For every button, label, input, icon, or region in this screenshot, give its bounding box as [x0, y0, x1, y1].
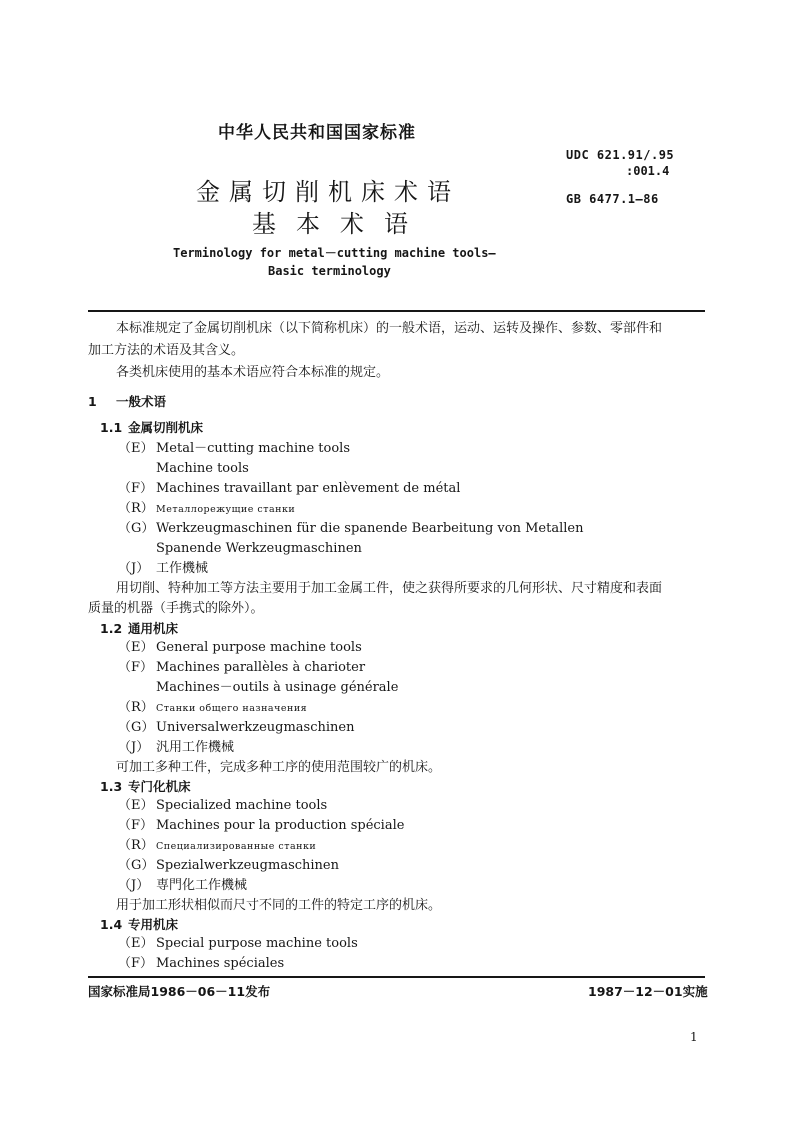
term-text: Machines parallèles à charioter	[156, 660, 366, 675]
term-text: Universalwerkzeugmaschinen	[156, 720, 355, 735]
intro-paragraph-line1: 本标准规定了金属切削机床（以下简称机床）的一般术语，运动、运转及操作、参数、零部件和	[116, 321, 663, 336]
document-title-line1: 金属切削机床术语	[196, 178, 460, 206]
intro-paragraph-line2: 加工方法的术语及其含义。	[88, 343, 245, 358]
term-1-3-french	[118, 817, 404, 835]
lang-tag: （J）	[118, 740, 150, 755]
term-1-4-english	[118, 935, 358, 953]
term-1-1-russian	[118, 500, 295, 519]
term-text: Специализированные станки	[156, 841, 317, 852]
term-1-2-german	[118, 719, 354, 737]
lang-tag: （E）	[118, 441, 154, 456]
term-text: 専門化工作機械	[156, 878, 248, 893]
term-text: Металлорежущие станки	[156, 504, 296, 515]
term-text: Metal－cutting machine tools	[156, 441, 351, 456]
gb-standard-code: GB 6477.1—86	[566, 192, 659, 206]
term-1-1-heading	[100, 419, 203, 437]
term-text: Machines travaillant par enlèvement de métal	[156, 481, 461, 496]
header-divider	[88, 310, 705, 312]
udc-code: UDC 621.91/.95	[566, 148, 675, 162]
term-1-3-definition: 用于加工形状相似而尺寸不同的工件的特定工序的机床。	[116, 898, 442, 913]
term-number: 1.3	[100, 779, 123, 794]
term-1-4-heading	[100, 916, 178, 934]
lang-tag: （R）	[118, 838, 154, 853]
lang-tag: （F）	[118, 481, 154, 496]
document-title-line2: 基本术语	[252, 210, 428, 238]
term-1-3-japanese	[118, 877, 247, 895]
term-1-3-english	[118, 797, 327, 815]
term-1-1-english-alt: Machine tools	[156, 461, 249, 476]
lang-tag: （F）	[118, 956, 154, 971]
issue-date: 国家标准局1986－06－11发布	[88, 984, 271, 999]
term-1-1-japanese	[118, 560, 208, 578]
lang-tag: （G）	[118, 720, 155, 735]
section-number: 1	[88, 394, 97, 409]
term-1-1-german-alt: Spanende Werkzeugmaschinen	[156, 541, 362, 556]
section-title: 一般术语	[116, 394, 167, 409]
term-number: 1.4	[100, 917, 123, 932]
term-1-2-french-alt: Machines－outils à usinage générale	[156, 680, 399, 695]
term-1-4-french	[118, 955, 284, 973]
term-text: Spezialwerkzeugmaschinen	[156, 858, 339, 873]
term-1-3-russian	[118, 837, 316, 856]
term-1-1-english	[118, 440, 350, 458]
lang-tag: （F）	[118, 660, 154, 675]
lang-tag: （J）	[118, 561, 150, 576]
lang-tag: （E）	[118, 640, 154, 655]
lang-tag: （E）	[118, 936, 154, 951]
term-1-2-french	[118, 659, 365, 677]
term-text: Станки общего назначения	[156, 703, 308, 714]
term-1-3-german	[118, 857, 339, 875]
lang-tag: （E）	[118, 798, 154, 813]
term-1-1-french	[118, 480, 460, 498]
term-1-2-heading	[100, 620, 178, 638]
term-1-1-definition-line2: 质量的机器（手携式的除外）。	[88, 601, 264, 616]
lang-tag: （J）	[118, 878, 150, 893]
term-number: 1.2	[100, 621, 123, 636]
term-text: Specialized machine tools	[156, 798, 328, 813]
lang-tag: （G）	[118, 858, 155, 873]
term-number: 1.1	[100, 420, 123, 435]
udc-code-continued: :001.4	[626, 164, 670, 178]
term-text: Werkzeugmaschinen für die spanende Bearbeitung von Metallen	[156, 521, 584, 536]
english-title-line1: Terminology for metal－cutting machine tools—	[173, 246, 496, 260]
term-text: Machines pour la production spéciale	[156, 818, 405, 833]
term-text: Machines spéciales	[156, 956, 285, 971]
term-1-2-english	[118, 639, 362, 657]
term-text: 汎用工作機械	[156, 740, 235, 755]
term-1-2-definition: 可加工多种工件，完成多种工序的使用范围较广的机床。	[116, 760, 442, 775]
national-standard-heading: 中华人民共和国国家标准	[218, 123, 416, 143]
lang-tag: （R）	[118, 501, 154, 516]
footer-divider	[88, 976, 705, 978]
term-1-2-japanese	[118, 739, 234, 757]
page-number: 1	[690, 1030, 698, 1044]
term-title: 专门化机床	[128, 779, 191, 794]
lang-tag: （R）	[118, 700, 154, 715]
term-1-3-heading	[100, 778, 191, 796]
term-text: 工作機械	[156, 561, 209, 576]
term-text: General purpose machine tools	[156, 640, 362, 655]
term-1-2-russian	[118, 699, 307, 718]
term-title: 通用机床	[128, 621, 179, 636]
lang-tag: （F）	[118, 818, 154, 833]
term-title: 专用机床	[128, 917, 179, 932]
lang-tag: （G）	[118, 521, 155, 536]
effective-date: 1987－12－01实施	[588, 984, 708, 999]
term-text: Special purpose machine tools	[156, 936, 358, 951]
term-title: 金属切削机床	[128, 420, 204, 435]
english-title-line2: Basic terminology	[268, 264, 391, 278]
term-1-1-definition-line1: 用切削、特种加工等方法主要用于加工金属工件，使之获得所要求的几何形状、尺寸精度和表面	[116, 581, 663, 596]
section-1-heading	[88, 393, 166, 411]
intro-paragraph2: 各类机床使用的基本术语应符合本标准的规定。	[116, 365, 390, 380]
term-1-1-german	[118, 520, 583, 538]
